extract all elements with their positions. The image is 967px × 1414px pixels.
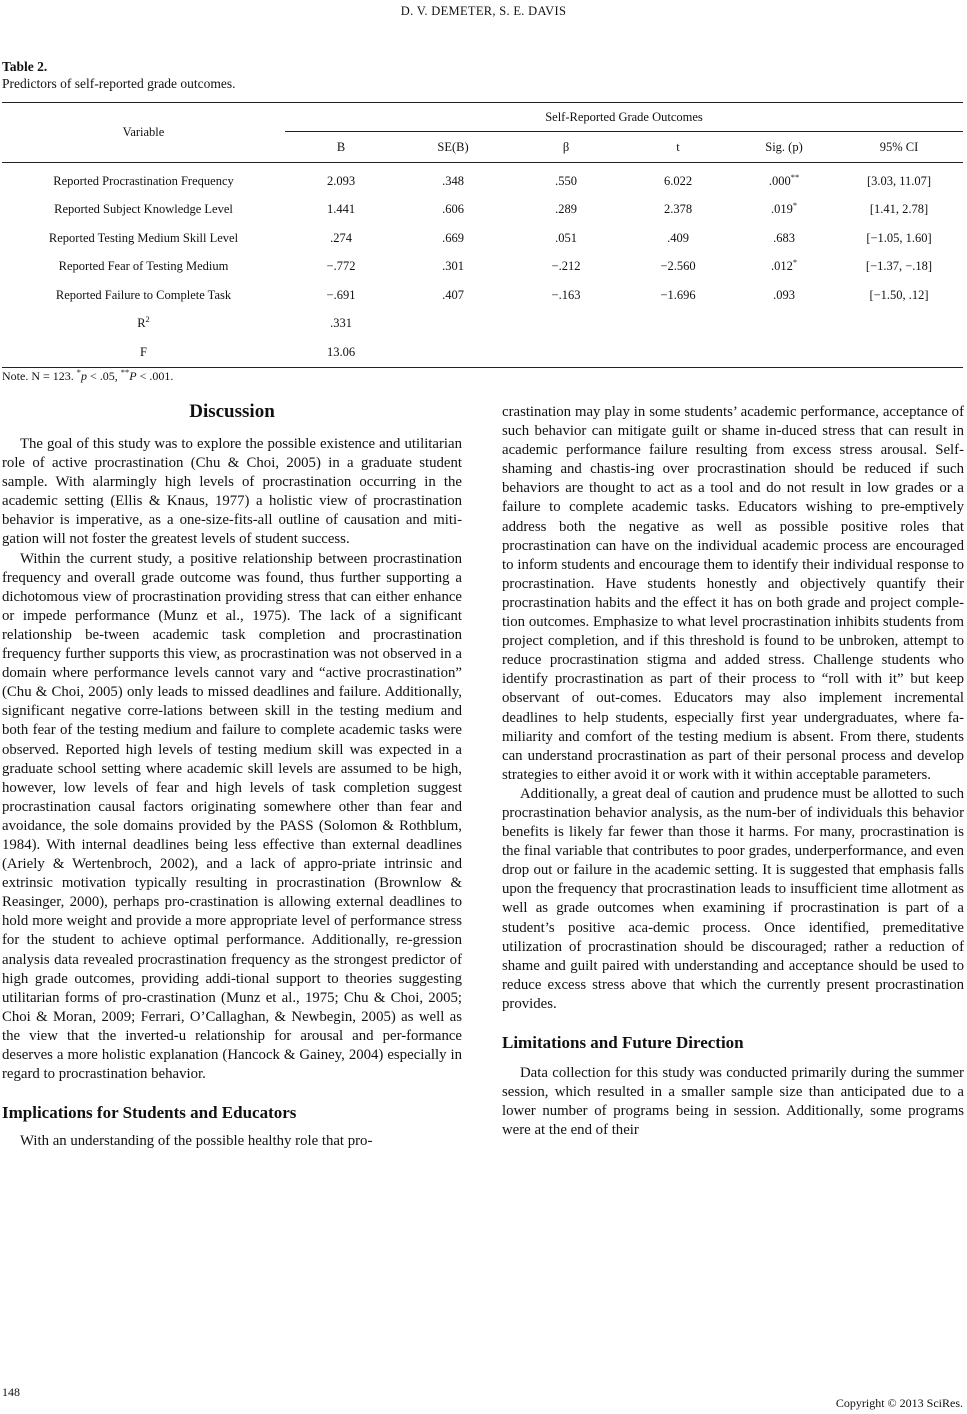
cell-variable: Reported Testing Medium Skill Level xyxy=(48,230,239,245)
note-mark: * xyxy=(76,367,82,377)
cell-ci: [3.03, 11.07] xyxy=(866,173,932,188)
implications-paragraph-1-cont: crastination may play in some students’ academic performance, acceptance of such behavior can mitigate guilt or shame in-duced stress that can result in academic performance failure resulting from excess stress arousal. Self-shaming and chastis-ing over procrastination should be reduced if such behaviors are thought to act as a tool and do not result in low grades or a failure to complete academic tasks. Educators wishing to pre-emptively address both the negative as well as possible positive roles that procrastination can have on the individual academic process are encouraged to inform students and encourage them to identify their individual response to procrastination. Have students honestly and objectively quantify their procrastination habits and the effect it has on both grade and project comple-tion outcomes. Emphasize to what level procrastination inhibits students from project completion, and if this threshold is found to be unbroken, attempt to reduce procrastination stigma and added stress. Challenge students who identify procrastination as part of their process to “roll with it” but keep observant of out-comes. Educators may also implement incremental deadlines to help students, especially first year undergraduates, where fa-miliarity and comfort of the testing medium is absent. From there, students can understand procrastination as part of their personal process and develop strategies to either avoid it or work with it within acceptable parameters. xyxy=(502,404,964,783)
cell-ci: [−1.05, 1.60] xyxy=(866,230,932,245)
table-title: Predictors of self-reported grade outcomes. xyxy=(2,76,236,91)
cell-sig xyxy=(733,253,835,282)
cell-beta: .550 xyxy=(555,173,577,188)
discussion-heading: Discussion xyxy=(189,401,275,422)
sig-value: .019 xyxy=(770,202,793,217)
header-sig: Sig. (p) xyxy=(765,139,803,154)
header-beta: β xyxy=(562,139,570,154)
table-row xyxy=(2,196,963,225)
header-variable: Variable xyxy=(122,125,165,139)
implications-paragraph-1-start: With an understanding of the possible healthy role that pro- xyxy=(20,1133,373,1150)
sig-mark: * xyxy=(792,200,798,211)
r2-sup: 2 xyxy=(145,314,150,325)
table-head xyxy=(2,103,963,163)
header-group: Self-Reported Grade Outcomes xyxy=(285,103,963,132)
table-body xyxy=(2,163,963,368)
table-note xyxy=(2,369,173,384)
discussion-paragraph-2: Within the current study, a positive relationship between procrastination frequency and overall grade outcome was found, thus further supporting a dichotomous view of procrastination providing stress that can either enhance or impede performance (Munz et al., 1975). The lack of a significant relationship be-tween academic task completion and procrastination frequency further supports this view, as procrastination was not observed in a domain where performance levels cannot vary and “active procrastination” (Chu & Choi, 2005) only leads to missed deadlines and failure. Additionally, significant negative corre-lations between skill in the testing medium and both fear of the testing medium and failure to complete academic tasks were observed. Reported high levels of testing medium skill was expected in a graduate school setting where academic skill levels are assumed to be high, however, low levels of fear and high levels of task completion suggest procrastination causal factors originating somewhere other than fear and avoidance, the sole domains provided by the PASS (Solomon & Rothblum, 1984). With internal deadlines being less effective than external deadlines (Ariely & Wertenbroch, 2002), and a lack of appro-priate intrinsic and extrinsic motivation typically resulting in procrastination (Brownlow & Reasinger, 2000), perhaps pro-crastination is allowing external deadlines to hold more weight and provide a more appropriate level of performance stress for the student to achieve optimal performance. Additionally, re-gression analysis data revealed procrastination frequency as the strongest predictor of high grade outcomes, providing addi-tional support to theories suggesting utilitarian forms of pro-crastination (Munz et al., 1975; Chu & Choi, 2005; Choi & Moran, 2009; Ferrari, O’Callaghan, & Newbegin, 2005) as well as the view that the inverted-u relationship for arousal and per-formance deserves a more holistic explanation (Hancock & Gainey, 2004) especially in regard to procrastination behavior. xyxy=(2,550,462,1083)
cell-sig xyxy=(733,281,835,310)
cell-r2-value: .331 xyxy=(330,316,352,331)
cell-f-value: 13.06 xyxy=(326,344,356,359)
cell-r2-label xyxy=(2,310,285,339)
page-number: 148 xyxy=(2,1385,20,1399)
cell-se: .407 xyxy=(442,287,464,302)
cell-variable: Reported Fear of Testing Medium xyxy=(58,259,229,274)
table-row xyxy=(2,224,963,253)
note-mark: ** xyxy=(120,367,130,377)
cell-beta: −.163 xyxy=(551,287,581,302)
implications-heading: Implications for Students and Educators xyxy=(2,1103,297,1123)
table-row xyxy=(2,281,963,310)
cell-ci: [1.41, 2.78] xyxy=(869,202,929,217)
cell-b: 2.093 xyxy=(326,173,356,188)
sig-value: .012 xyxy=(770,259,793,274)
cell-ci: [−1.50, .12] xyxy=(869,287,929,302)
sig-mark: ** xyxy=(790,171,800,182)
implications-paragraph-2: Additionally, a great deal of caution and prudence must be allotted to such procrastination behavior analysis, as the num-ber of individuals this behavior benefits is likely far fewer than those it harms. For many, procrastination is the final variable that contributes to poor grades, underperformance, and even drop out or failure in the academic setting. It is suggested that emphasis falls upon the frequency that procrastination leads to insufficient time allotment as well as grade outcomes when examining if procrastination is part of a student’s positive aca-demic process. Once identified, premeditative utilization of procrastination should be discouraged; rather a reduction of shame and guilt paired with understanding and acceptance should be used to reduce excess stress above that which the currently present procrastination provides. xyxy=(502,785,964,1012)
cell-b: −.691 xyxy=(326,287,356,302)
cell-se: .669 xyxy=(442,230,464,245)
cell-t: .409 xyxy=(667,230,689,245)
sig-value: .683 xyxy=(773,230,795,245)
cell-b: 1.441 xyxy=(326,202,356,217)
table-row-r2 xyxy=(2,310,963,339)
cell-ci: [−1.37, −.18] xyxy=(865,259,933,274)
left-column xyxy=(2,398,462,1151)
cell-t: 2.378 xyxy=(663,202,693,217)
limitations-heading: Limitations and Future Direction xyxy=(502,1033,744,1052)
note-text: < .001. xyxy=(136,369,174,383)
cell-se: .301 xyxy=(442,259,464,274)
sig-value: .000 xyxy=(768,173,791,188)
regression-table xyxy=(2,102,963,368)
note-p: p xyxy=(81,369,88,383)
note-p: P xyxy=(129,369,137,383)
cell-beta: .289 xyxy=(555,202,577,217)
table-row-f xyxy=(2,338,963,367)
cell-f-label: F xyxy=(140,344,147,359)
cell-se: .606 xyxy=(442,202,464,217)
table xyxy=(2,102,963,368)
header-t: t xyxy=(676,139,680,154)
cell-sig xyxy=(733,196,835,225)
table-row xyxy=(2,253,963,282)
cell-t: −1.696 xyxy=(660,287,696,302)
cell-b: .274 xyxy=(330,230,352,245)
sig-mark: * xyxy=(792,257,798,268)
copyright-notice: Copyright © 2013 SciRes. xyxy=(835,1396,963,1410)
cell-beta: −.212 xyxy=(551,259,581,274)
table-label: Table 2. xyxy=(2,59,48,74)
cell-se: .348 xyxy=(442,173,464,188)
cell-beta: .051 xyxy=(555,230,577,245)
note-text: < .05, xyxy=(87,369,121,383)
sig-value: .093 xyxy=(773,287,795,302)
discussion-paragraph-1: The goal of this study was to explore the possible existence and utilitarian role of active procrastination (Chu & Choi, 2005) in a graduate student sample. With alarmingly high levels of procrastination occurring in the academic setting (Ellis & Knaus, 1977) a holistic view of procrastination behavior is imperative, as a one-size-fits-all outline of causation and miti-gation will not foster the greatest levels of student success. xyxy=(2,436,462,548)
right-column xyxy=(502,403,964,1140)
limitations-paragraph-1: Data collection for this study was conducted primarily during the summer session, which resulted in a smaller sample size than anticipated due to a lower number of programs being in session. Additionally, some programs were at the end of their xyxy=(502,1065,964,1139)
r2-label-text: R xyxy=(137,316,146,331)
table-row xyxy=(2,163,963,196)
cell-sig xyxy=(733,163,835,196)
table-caption xyxy=(2,58,236,92)
cell-variable: Reported Procrastination Frequency xyxy=(53,173,234,188)
cell-b: −.772 xyxy=(326,259,356,274)
cell-t: −2.560 xyxy=(660,259,696,274)
running-head: D. V. DEMETER, S. E. DAVIS xyxy=(400,4,567,18)
header-ci: 95% CI xyxy=(879,139,919,154)
cell-variable: Reported Subject Knowledge Level xyxy=(54,202,233,217)
cell-sig xyxy=(733,224,835,253)
header-se: SE(B) xyxy=(437,139,469,154)
cell-variable: Reported Failure to Complete Task xyxy=(55,287,232,302)
note-prefix: Note. N = 123. xyxy=(2,369,77,383)
header-b: B xyxy=(336,139,346,154)
cell-t: 6.022 xyxy=(663,173,693,188)
